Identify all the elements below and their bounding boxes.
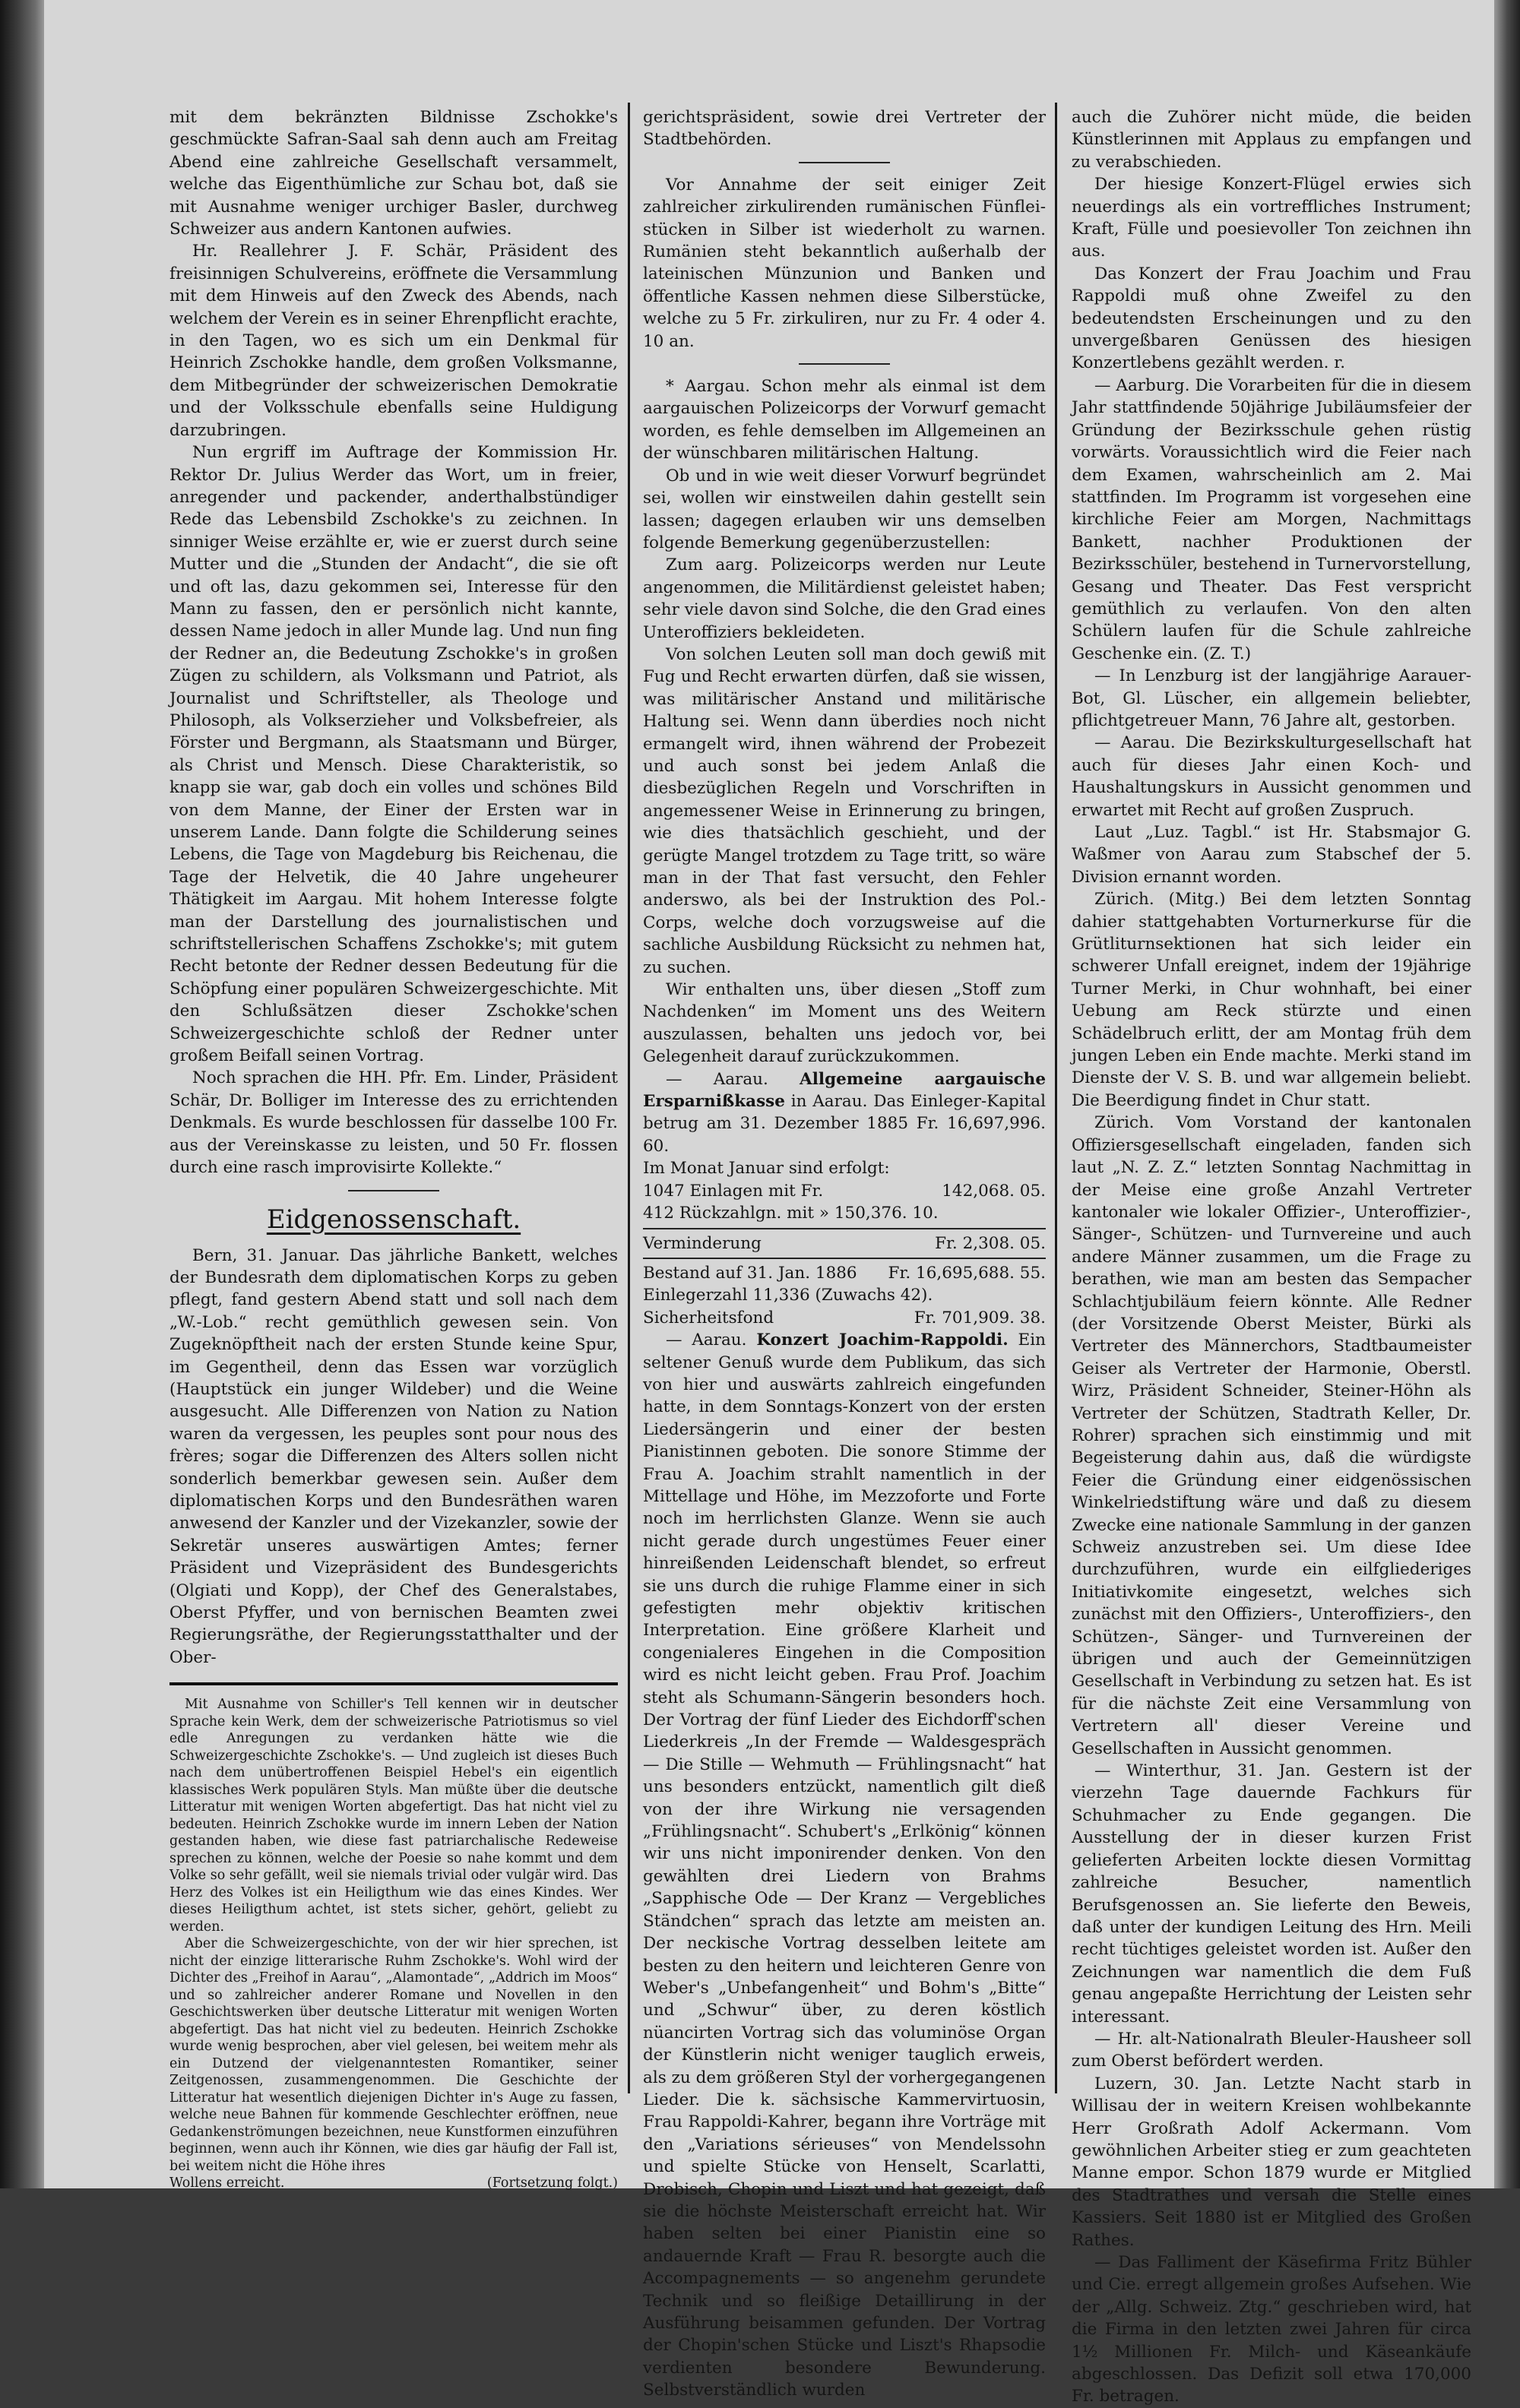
paragraph: Hr. Reallehrer J. F. Schär, Präsident des freisinnigen Schulvereins, eröffnete die Versammlung mit dem Hinweis auf den Zweck des Abends, nach welchem der Verein es in seiner Ehrenpflicht erachte, in den Tagen, wo es sich um ein Denkmal für Heinrich Zschokke handle, dem großen Volksmanne, dem Mitbegründer der schweizerischen Demokratie und der Volksschule ebenfalls seine Huldigung darzubringen. [169, 242, 618, 440]
row-value: 142,068. 05. [942, 1181, 1046, 1201]
row-label: Sicherheitsfond [643, 1308, 774, 1327]
paragraph: — In Lenzburg ist der langjährige Aarauer-Bot, Gl. Lüscher, ein allgemein beliebter, pflichtgetreuer Mann, 76 Jahre alt, gestorben. [1072, 666, 1471, 730]
column-2 [643, 106, 1046, 2402]
table-row [643, 1202, 1046, 1224]
review-title: Konzert Joachim-Rappoldi. [756, 1331, 1009, 1350]
paragraph: Nun ergriff im Auftrage der Kommission Hr. Rektor Dr. Julius Werder das Wort, um in freier, anregender und packender, anderthalbstündiger Rede das Lebensbild Zschokke's zu zeichnen. In sinniger Weise erzählte er, wie er zuerst durch seine Mutter und die „Stunden der Andacht“, die sie oft und oft las, dazu gekommen sei, Interesse für den Mann zu fassen, den er persönlich nicht kannte, dessen Name jedoch in aller Munde lag. Und nun fing der Redner an, die Bedeutung Zschokke's in großen Zügen zu schildern, als Volksmann und Patriot, als Journalist und Schriftsteller, als Theologe und Philosoph, als Volkserzieher und Volksbefreier, als Förster und Bergmann, als Staatsmann und Bürger, als Christ und Mensch. Diese Charakteristik, so knapp sie war, gab doch ein volles und schönes Bild von dem Manne, der Einer der Ersten war in unserem Lande. Dann folgte die Schilderung seines Lebens, die Tage von Magdeburg bis Reichenau, die Tage der Helvetik, die 40 Jahre ungeheurer Thätigkeit im Aargau. Mit hohem Interesse folgte man der Darstellung des journalistischen und schriftstellerischen Schaffens Zschokke's; mit gutem Recht betonte der Redner dessen Bedeutung für die Schöpfung einer populären Schweizergeschichte. Mit den Schlußsätzen dieser Zschokke'schen Schweizergeschichte schloß der Redner unter großem Beifall seinen Vortrag. [169, 443, 618, 1066]
savings-bank-report [643, 1068, 1046, 1158]
scan-edge-right [1494, 0, 1520, 2188]
dateline: — Aarau. [666, 1331, 747, 1350]
row-value: Fr. 701,909. 38. [914, 1308, 1046, 1327]
column-1 [169, 106, 618, 2192]
paragraph: Laut „Luz. Tagbl.“ ist Hr. Stabsmajor G. Waßmer von Aarau zum Stabschef der 5. Division ernannt worden. [1072, 823, 1471, 887]
paragraph: Wir enthalten uns, über diesen „Stoff zum Nachdenken“ im Moment uns des Weitern auszulassen, behalten uns jedoch vor, bei Gelegenheit darauf zurückzukommen. [643, 980, 1046, 1067]
table-row [643, 1284, 1046, 1306]
paragraph: auch die Zuhörer nicht müde, die beiden Künstlerinnen mit Applaus zu empfangen und zu verabschieden. [1072, 108, 1471, 172]
footnote [169, 1696, 618, 2192]
paragraph: gerichtspräsident, sowie drei Vertreter der Stadtbehörden. [643, 108, 1046, 150]
concert-review [643, 1329, 1046, 2402]
row-label: Verminderung [643, 1233, 762, 1253]
paragraph-text: Das Konzert der Frau Joachim und Frau Rappoldi muß ohne Zweifel zu den bedeutendsten Erscheinungen und zu den unvergeßbaren Genüssen des hiesigen Konzertlebens gezählt werden. [1072, 264, 1471, 373]
scan-edge-left [0, 0, 44, 2188]
paragraph [1072, 263, 1471, 375]
row-label: Einlegerzahl 11,336 (Zuwachs 42). [643, 1286, 933, 1305]
paragraph: Zum aarg. Polizeicorps werden nur Leute angenommen, die Militärdienst geleistet haben; sehr viele davon sind Solche, die den Grad eines Unteroffiziers bekleideten. [643, 555, 1046, 642]
institution-name: Allgemeine aargauische Ersparnißkasse [643, 1069, 1046, 1112]
paragraph: Der hiesige Konzert-Flügel erwies sich neuerdings als ein vortreffliches Instrument; Kraft, Fülle und poesievoller Ton zeichnen ihn aus. [1072, 175, 1471, 261]
footnote-rule [169, 1682, 618, 1685]
paragraph: Zürich. Vom Vorstand der kantonalen Offiziersgesellschaft eingeladen, fanden sich laut „N. Z. Z.“ letzten Sonntag Nachmittag in der Meise eine große Anzahl Vertreter kantonaler wie lokaler Offizier-, Unteroffizier-, Sänger-, Schützen- und Turnvereine und auch andere Männer zusammen, um die Frage zu berathen, wie man am besten das Sempacher Schlachtjubiläum feiern könnte. Alle Redner (der Vorsitzende Oberst Meister, Bürki als Vertreter des Männerchors, Stadtbaumeister Geiser als Vertreter der Harmonie, Oberstl. Wirz, Präsident Schneider, Steiner-Höhn als Vertreter der Schützen, Stadtrath Keller, Dr. Rohrer) sprachen sich einstimmig und mit Begeisterung dahin aus, daß die würdigste Feier die Gründung einer eidgenössischen Winkelriedstiftung wäre und daß zu diesem Zwecke eine nationale Sammlung in der ganzen Schweiz anzustreben sei. Um diese Idee durchzuführen, wurde ein eilfgliederiges Initiativkomite eingesetzt, welches sich zunächst mit den Offiziers-, Unteroffiziers-, den Schützen-, Sänger- und Turnvereinen der übrigen und auch der Gemeinnützigen Gesellschaft in Verbindung zu setzen hat. Es ist für die nächste Zeit eine Versammlung von Vertretern all' dieser Vereine und Gesellschaften in Aussicht genommen. [1072, 1113, 1471, 1758]
paragraph: Noch sprachen die HH. Pfr. Em. Linder, Präsident Schär, Dr. Bolliger im Interesse des zu errichtenden Denkmals. Es wurde beschlossen für dasselbe 100 Fr. aus der Vereinskasse zu leisten, und 50 Fr. flossen durch eine rasch improvisirte Kollekte.“ [169, 1068, 618, 1178]
paragraph: — Aarburg. Die Vorarbeiten für die in diesem Jahr stattfindende 50jährige Jubiläumsfeier der Gründung der Bezirksschule gehen rüstig vorwärts. Voraussichtlich wird die Feier nach dem Examen, wahrscheinlich am 2. Mai stattfinden. Im Programm ist vorgesehen eine kirchliche Feier am Morgen, Nachmittags Bankett, nachher Produktionen der Bezirksschüler, bestehend in Turnervorstellung, Gesang und Theater. Das Fest verspricht gemüthlich zu verlaufen. Von den alten Schülern laufen für die Schule zahlreiche Geschenke ein. (Z. T.) [1072, 375, 1471, 663]
paragraph: Von solchen Leuten soll man doch gewiß mit Fug und Recht erwarten dürfen, daß sie wissen, was militärischer Anstand und militärische Haltung sei. Wenn dann überdies noch nicht ermangelt wird, ihnen während der Probezeit und auch sonst bei jedem Anlaß die diesbezüglichen Regeln und Vorschriften in angemessener Weise in Erinnerung zu bringen, wie dies thatsächlich geschieht, und der gerügte Mangel trotzdem zu Tage tritt, so wäre man in der That fast versucht, den Fehler anderswo, als bei der Instruktion des Pol.-Corps, welche doch vorzugsweise auf die sachliche Ausbildung Rücksicht zu nehmen hat, zu suchen. [643, 644, 1046, 977]
row-value: Fr. 16,695,688. 55. [888, 1263, 1046, 1283]
row-value: Fr. 2,308. 05. [935, 1233, 1046, 1253]
footnote-tail [169, 2175, 618, 2192]
paragraph: Vor Annahme der seit einiger Zeit zahlreicher zirkulirenden rumänischen Fünfleistücken in Silber ist wiederholt zu warnen. Rumänien steht bekanntlich außerhalb der lateinischen Münzunion und Banken und öffentliche Kassen nehmen diese Silberstücke, welche zu 5 Fr. zirkuliren, nur zu Fr. 4 oder 4. 10 an. [643, 175, 1046, 351]
review-text: Ein seltener Genuß wurde dem Publikum, das sich von hier und auswärts zahlreich eingefunden hatte, in dem Sonntags-Konzert von der ersten Liedersängerin und einer der besten Pianistinnen geboten. Die sonore Stimme der Frau A. Joachim strahlt namentlich in der Mittellage und Höhe, im Mezzoforte und Forte noch im herrlichsten Glanze. Wenn sie auch nicht gerade durch ungestümes Feuer einer hinreißenden Leidenschaft blendet, so erfreut sie uns durch die ruhige Flamme einer in sich gefestigten mehr objektiv kritischen Interpretation. Eine größere Klarheit und congenialeres Eingehen in die Composition wird es nicht leicht geben. Frau Prof. Joachim steht als Schumann-Sängerin besonders hoch. Der Vortrag der fünf Lieder des Eichdorff'schen Liederkreis „In der Fremde — Waldesgespräch — Die Stille — Wehmuth — Frühlingsnacht“ hat uns besonders entzückt, namentlich gilt dieß von der ihre Wirkung nie versagenden „Frühlingsnacht“. Schubert's „Erlkönig“ können wir uns nicht imponirender denken. Von den gewählten drei Liedern von Brahms „Sapphische Ode — Der Kranz — Vergebliches Ständchen“ sprach das letzte am meisten an. Der neckische Vortrag desselben leitete am besten zu den heitern und leichteren Genre von Weber's „Unbefangenheit“ und Bohm's „Bitte“ und „Schwur“ über, zu deren köstlich nüancirten Vortrag sich das voluminöse Organ der Künstlerin nicht weniger tauglich erweis, als zu dem größeren Styl der vorhergegangenen Lieder. Die k. sächsische Kammervirtuosin, Frau Rappoldi-Kahrer, begann ihre Vorträge mit den „Variations sérieuses“ von Mendelssohn und spielte Stücke von Henselt, Scarlatti, Drobisch, Chopin und Liszt und hat gezeigt, daß sie die höchste Meisterschaft erreicht hat. Wir haben selten bei einer Pianistin eine so andauernde Kraft — Frau R. besorgte auch die Accompagnements — so angenehm gerundete Technik und so fleißige Detaillirung in der Ausführung beisammen gefunden. Der Vortrag der Chopin'schen Stücke und Liszt's Rhapsodie verdienten besondere Bewunderung. Selbstverständlich wurden [643, 1331, 1046, 2400]
paragraph: Ob und in wie weit dieser Vorwurf begründet sei, wollen wir einstweilen dahin gestellt sein lassen; dagegen erlauben wir uns demselben folgende Bemerkung gegenüberzustellen: [643, 466, 1046, 552]
footnote-paragraph: Aber die Schweizergeschichte, von der wir hier sprechen, ist nicht der einzige litterarische Ruhm Zschokke's. Wohl wird der Dichter des „Freihof in Aarau“, „Alamontade“, „Addrich im Moos“ und so zahlreicher anderer Romane und Novellen in den Geschichtswerken über deutsche Litteratur mit wenigen Worten abgefertigt. Das hat nicht viel zu bedeuten. Heinrich Zschokke wurde wenig besprochen, aber viel gelesen, bei weitem mehr als ein Dutzend der vielgenanntesten Romantiker, seiner Zeitgenossen, zusammengenommen. Die Geschichte der Litteratur hat wesentlich diejenigen Dichter in's Auge zu fassen, welche neue Bahnen für kommende Geschlechter eröffnen, neue Gedankenströmungen bezeichnen, neue Kunstformen einzuführen beginnen, wenn auch ihr Können, wie dies gar häufig der Fall ist, bei weitem nicht die Höhe ihres [169, 1936, 618, 2174]
separator [799, 363, 890, 365]
author-sign: r. [1334, 353, 1346, 373]
paragraph: Bern, 31. Januar. Das jährliche Bankett, welches der Bundesrath dem diplomatischen Korps zu geben pflegt, fand gestern Abend statt und soll nach dem „W.-Lob.“ recht gemüthlich gewesen sein. Von Zugeknöpftheit nach der ersten Stunde keine Spur, im Gegentheil, denn das Essen war vorzüglich (Hauptstück ein junger Wildeber) und die Weine ausgesucht. Alle Differenzen von Nation zu Nation waren da vergessen, les peuples sont pour nous des frères; sogar die Differenzen des Alters sollen nicht sonderlich bemerkbar gewesen sein. Außer dem diplomatischen Korps und den Bundesräthen waren anwesend der Kanzler und der Vizekanzler, sowie der Sekretär unseres auswärtigen Amtes; ferner Präsident und Vizepräsident des Bundesgerichts (Olgiati und Kopp), der Chef des Generalstabes, Oberst Pfyffer, und von bernischen Beamten zwei Regierungsräthe, der Regierungsstatthalter und der Ober- [169, 1245, 618, 1667]
separator [348, 1190, 439, 1191]
column-divider-1 [628, 103, 630, 2093]
table-row [643, 1307, 1046, 1329]
footnote-paragraph: Mit Ausnahme von Schiller's Tell kennen wir in deutscher Sprache kein Werk, dem der schweizerische Patriotismus so viel edle Anregungen zu verdanken hätte wie die Schweizergeschichte Zschokke's. — Und zugleich ist dieses Buch nach dem unübertroffenen Beispiel Hebel's ein eigentlich klassisches Werk populären Styls. Man müßte über die deutsche Litteratur mit wenigen Worten abgefertigt. Das hat nicht viel zu bedeuten. Heinrich Zschokke wurde im innern Leben der Nation gestanden haben, wie diese fast patriarchalische Redeweise sprechen zu können, welche der Poesie so nahe kommt und dem Volke so sehr gefällt, weil sie niemals trivial oder vulgär wird. Das Herz des Volkes ist ein Heiligthum wie das eines Kindes. Wer dieses Heiligthum achtet, ist stets sicher, gehört, geliebt zu werden. [169, 1697, 618, 1935]
paragraph: * Aargau. Schon mehr als einmal ist dem aargauischen Polizeicorps der Vorwurf gemacht worden, es fehle demselben im Allgemeinen an der wünschbaren militärischen Haltung. [643, 377, 1046, 464]
paragraph: mit dem bekränzten Bildnisse Zschokke's geschmückte Safran-Saal sah denn auch am Freitag Abend eine zahlreiche Gesellschaft versammelt, welche das Eigenthümliche zur Schau bot, daß sie mit Ausnahme weniger urchiger Basler, durchweg Schweizer aus andern Kantonen aufwies. [169, 108, 618, 239]
section-heading: Eidgenossenschaft. [266, 1204, 521, 1235]
column-3 [1072, 106, 1471, 2408]
paragraph: — Hr. alt-Nationalrath Bleuler-Hausheer soll zum Oberst befördert werden. [1072, 2029, 1471, 2071]
report-text: in Aarau. Das Einleger-Kapital betrug am 31. Dezember 1885 Fr. 16,697,996. 60. [643, 1092, 1046, 1156]
dateline: — Aarau. [666, 1069, 768, 1089]
table-row [643, 1180, 1046, 1202]
savings-table [643, 1157, 1046, 1329]
paragraph: Luzern, 30. Jan. Letzte Nacht starb in Willisau der in weitern Kreisen wohlbekannte Herr Großrath Adolf Ackermann. Vom gewöhnlichen Arbeiter stieg er zum geachteten Manne empor. Schon 1879 wurde er Mitglied des Stadtrathes und versah die Stelle eines Kassiers. Seit 1880 ist er Mitglied des Großen Rathes. [1072, 2074, 1471, 2250]
column-divider-2 [1055, 103, 1057, 2093]
paragraph: — Das Falliment der Käsefirma Fritz Bühler und Cie. erregt allgemein großes Aufsehen. Wie der „Allg. Schweiz. Ztg.“ geschrieben wird, hat die Firma in den letzten zwei Jahren für circa 1½ Millionen Fr. Milch- und Käseankäufe abgeschlossen. Das Defizit soll etwa 170,000 Fr. betragen. [1072, 2253, 1471, 2406]
continuation-note: (Fortsetzung folgt.) [486, 2175, 618, 2191]
paragraph: — Winterthur, 31. Jan. Gestern ist der vierzehn Tage dauernde Fachkurs für Schuhmacher zu Ende gegangen. Die Ausstellung der in dieser kurzen Frist gelieferten Arbeiten lockte diesen Vormittag zahlreiche Besucher, namentlich Berufsgenossen an. Sie lieferte den Beweis, daß unter der kundigen Leitung des Hrn. Meili recht tüchtiges geleistet worden ist. Außer den Zeichnungen war namentlich die dem Fuß genau angepaßte Herrichtung der Leisten sehr interessant. [1072, 1761, 1471, 2027]
table-heading: Im Monat Januar sind erfolgt: [643, 1159, 890, 1179]
table-row [643, 1262, 1046, 1284]
row-label: Bestand auf 31. Jan. 1886 [643, 1263, 857, 1283]
separator [799, 162, 890, 163]
paragraph: — Aarau. Die Bezirkskulturgesellschaft hat auch für dieses Jahr einen Koch- und Haushaltungskurs in Aussicht genommen und erwartet mit Recht auf großen Zuspruch. [1072, 733, 1471, 820]
footnote-last-line: Wollens erreicht. [169, 2175, 285, 2191]
paragraph: Zürich. (Mitg.) Bei dem letzten Sonntag dahier stattgehabten Vorturnerkurse für die Grütliturnsektionen hat sich leider ein schwerer Unfall ereignet, indem der 19jährige Turner Merki, in Chur wohnhaft, bei einer Uebung am Reck stürzte und einen Schädelbruch erlitt, der am Montag früh dem jungen Leben ein Ende machte. Merki stand im Dienste der V. S. B. und war allgemein beliebt. Die Beerdigung findet in Chur statt. [1072, 890, 1471, 1110]
table-rule [643, 1228, 1046, 1229]
row-label: 1047 Einlagen mit Fr. [643, 1181, 824, 1201]
table-row [643, 1232, 1046, 1255]
row-label: 412 Rückzahlgn. mit » 150,376. 10. [643, 1204, 939, 1223]
newspaper-page [44, 0, 1494, 2406]
table-rule [643, 1258, 1046, 1259]
